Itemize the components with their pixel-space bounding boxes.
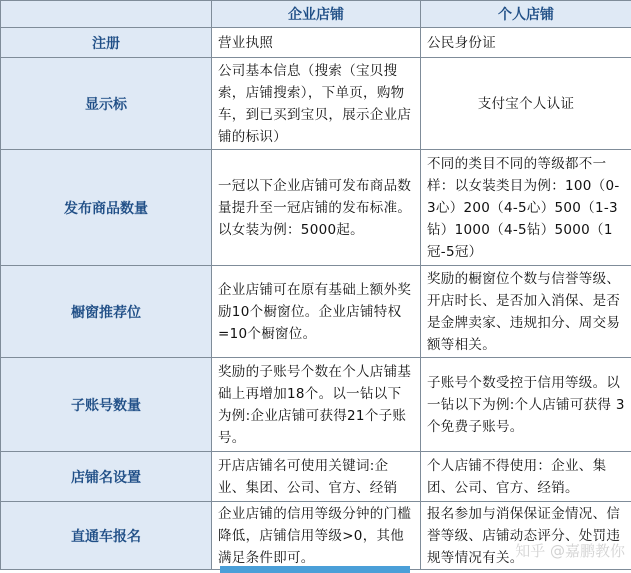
table-row: [1, 28, 631, 58]
table-row: [1, 452, 631, 502]
enterprise-cell: 开店店铺名可使用关键词:企业、集团、公司、官方、经销: [212, 452, 421, 502]
bottom-scroll-bar: [220, 566, 410, 573]
row-label-display-badge: 显示标: [1, 58, 212, 150]
row-label-register: 注册: [1, 28, 212, 58]
personal-cell: 个人店铺不得使用：企业、集团、公司、官方、经销。: [421, 452, 631, 502]
header-enterprise-store: 企业店铺: [212, 1, 421, 28]
personal-cell: 公民身份证: [421, 28, 631, 58]
enterprise-cell: 奖励的子账号个数在个人店铺基础上再增加18个。以一钻以下为例:企业店铺可获得21个子账号。: [212, 358, 421, 452]
personal-cell: 支付宝个人认证: [421, 58, 631, 150]
personal-cell: 报名参加与消保保证金情况、信誉等级、店铺动态评分、处罚违规等情况有关。: [421, 502, 631, 570]
personal-cell: 奖励的橱窗位个数与信誉等级、开店时长、是否加入消保、是否是金牌卖家、违规扣分、周交易额等相关。: [421, 266, 631, 358]
table-row: [1, 266, 631, 358]
personal-cell: 子账号个数受控于信用等级。以一钻以下为例:个人店铺可获得 3 个免费子账号。: [421, 358, 631, 452]
row-label-showcase-slots: 橱窗推荐位: [1, 266, 212, 358]
watermark: 知乎 @嘉鹏教你: [515, 542, 625, 560]
personal-cell: 不同的类目不同的等级都不一样：以女装类目为例：100（0-3心）200（4-5心）500（1-3钻）1000（4-5钻）5000（1冠-5冠）: [421, 150, 631, 266]
enterprise-cell: 公司基本信息（搜索（宝贝搜索，店铺搜索），下单页，购物车，到已买到宝贝，展示企业店铺的标识）: [212, 58, 421, 150]
row-label-through-train: 直通车报名: [1, 502, 212, 570]
row-label-store-name: 店铺名设置: [1, 452, 212, 502]
row-label-sub-accounts: 子账号数量: [1, 358, 212, 452]
enterprise-cell: 营业执照: [212, 28, 421, 58]
enterprise-cell: 企业店铺可在原有基础上额外奖励10个橱窗位。企业店铺特权=10个橱窗位。: [212, 266, 421, 358]
header-personal-store: 个人店铺: [421, 1, 631, 28]
table-row: [1, 150, 631, 266]
table-row: [1, 58, 631, 150]
header-row: [1, 1, 631, 28]
header-empty-cell: [1, 1, 212, 28]
enterprise-cell: 企业店铺的信用等级分钟的门槛降低，店铺信用等级>0，其他满足条件即可。: [212, 502, 421, 570]
enterprise-cell: 一冠以下企业店铺可发布商品数量提升至一冠店铺的发布标准。以女装为例：5000起。: [212, 150, 421, 266]
table-row: [1, 358, 631, 452]
row-label-listing-count: 发布商品数量: [1, 150, 212, 266]
